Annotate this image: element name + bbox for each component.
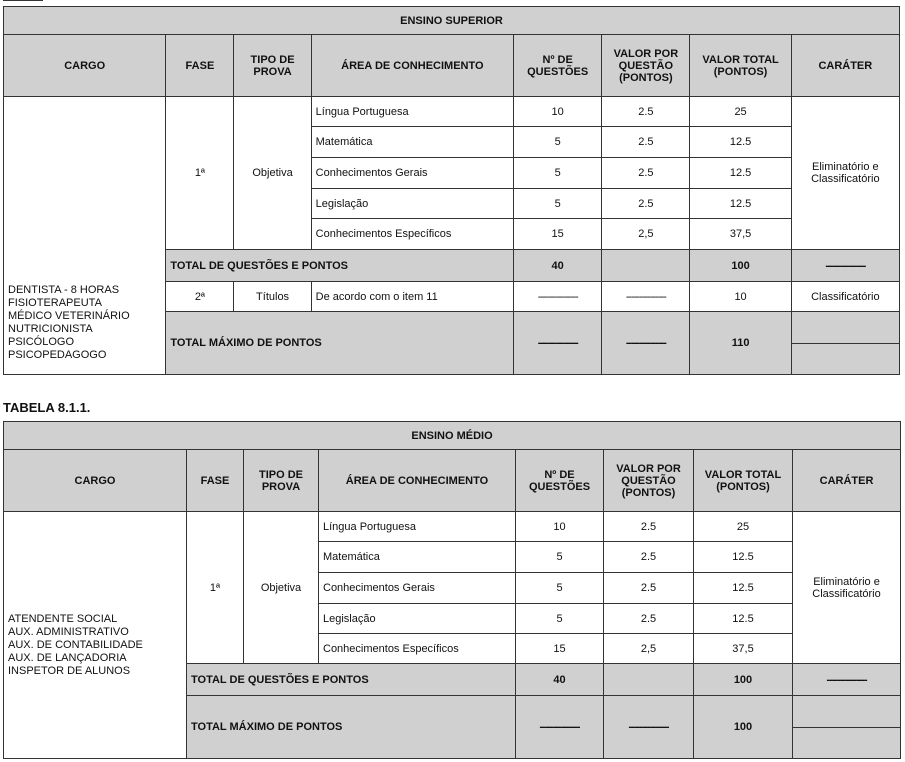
table-band-title: ENSINO MÉDIO <box>4 422 901 450</box>
total-valor-total: 100 <box>690 250 791 282</box>
valor-questao-cell: 2.5 <box>602 158 690 189</box>
questoes-cell: 5 <box>514 127 602 158</box>
total-maximo-valor-total: 100 <box>694 696 793 759</box>
header-cargo: CARGO <box>4 450 187 512</box>
tipo-prova-cell: Objetiva <box>234 97 311 250</box>
valor-total-cell: 37,5 <box>694 634 793 664</box>
cargo-item: AUX. DE LANÇADORIA <box>8 652 127 664</box>
area-cell: Conhecimentos Gerais <box>311 158 513 189</box>
header-valor-questao: VALOR POR QUESTÃO (PONTOS) <box>602 35 690 97</box>
total-maximo-carater <box>791 312 899 375</box>
cargo-item: INSPETOR DE ALUNOS <box>8 665 131 677</box>
header-tipo-prova: TIPO DE PROVA <box>244 450 319 512</box>
area-cell: Língua Portuguesa <box>319 512 516 542</box>
ensino-superior-table <box>3 6 900 375</box>
valor-questao-cell: 2.5 <box>602 97 690 127</box>
cargo-item: AUX. ADMINISTRATIVO <box>8 626 129 638</box>
header-row <box>4 35 900 97</box>
total-maximo-label: TOTAL MÁXIMO DE PONTOS <box>166 312 514 375</box>
cargo-item: PSICOPEDAGOGO <box>8 349 107 361</box>
valor-questao-cell: 2.5 <box>604 512 694 542</box>
table-row <box>4 512 901 542</box>
header-questoes: Nº DE QUESTÕES <box>514 35 602 97</box>
total-maximo-carater <box>793 696 901 759</box>
total-maximo-valor-questao: --------------- <box>602 312 690 375</box>
cargo-item: FISIOTERAPEUTA <box>8 297 102 309</box>
cargo-item: ATENDENTE SOCIAL <box>8 613 118 625</box>
valor-questao-cell: 2,5 <box>602 219 690 250</box>
cargo-item: NUTRICIONISTA <box>8 323 93 335</box>
header-area: ÁREA DE CONHECIMENTO <box>319 450 516 512</box>
total-maximo-valor-questao: --------------- <box>604 696 694 759</box>
total-valor-questao <box>604 664 694 696</box>
total-carater: --------------- <box>791 250 899 282</box>
total-valor-total: 100 <box>694 664 793 696</box>
total-questoes-label: TOTAL DE QUESTÕES E PONTOS <box>166 250 514 282</box>
total-questoes-value: 40 <box>514 250 602 282</box>
questoes-cell: --------------- <box>514 282 602 312</box>
area-cell: Conhecimentos Específicos <box>319 634 516 664</box>
valor-total-cell: 12.5 <box>694 604 793 634</box>
header-valor-total: VALOR TOTAL (PONTOS) <box>690 35 791 97</box>
header-fase: FASE <box>187 450 244 512</box>
carater-cell: Eliminatório e Classificatório <box>791 97 899 250</box>
questoes-cell: 5 <box>516 573 604 604</box>
area-cell: De acordo com o item 11 <box>311 282 513 312</box>
questoes-cell: 10 <box>516 512 604 542</box>
valor-questao-cell: 2.5 <box>602 127 690 158</box>
header-row <box>4 450 901 512</box>
total-maximo-questoes: --------------- <box>514 312 602 375</box>
tipo-prova-cell: Títulos <box>234 282 311 312</box>
cargo-list <box>4 97 166 375</box>
total-valor-questao <box>602 250 690 282</box>
area-cell: Matemática <box>319 542 516 573</box>
valor-questao-cell: 2.5 <box>604 604 694 634</box>
questoes-cell: 15 <box>514 219 602 250</box>
header-cargo: CARGO <box>4 35 166 97</box>
header-tipo-prova: TIPO DE PROVA <box>234 35 311 97</box>
questoes-cell: 5 <box>516 604 604 634</box>
cargo-list <box>4 512 187 759</box>
cargo-item: MÉDICO VETERINÁRIO <box>8 310 130 322</box>
total-questoes-value: 40 <box>516 664 604 696</box>
header-questoes: Nº DE QUESTÕES <box>516 450 604 512</box>
tipo-prova-cell: Objetiva <box>244 512 319 664</box>
cargo-item: DENTISTA - 8 HORAS <box>8 284 120 296</box>
fase-cell: 2ª <box>166 282 234 312</box>
valor-questao-cell: 2,5 <box>604 634 694 664</box>
header-carater: CARÁTER <box>791 35 899 97</box>
header-valor-questao: VALOR POR QUESTÃO (PONTOS) <box>604 450 694 512</box>
total-maximo-valor-total: 110 <box>690 312 791 375</box>
header-fase: FASE <box>166 35 234 97</box>
valor-total-cell: 25 <box>690 97 791 127</box>
total-questoes-label: TOTAL DE QUESTÕES E PONTOS <box>187 664 516 696</box>
valor-total-cell: 12.5 <box>690 189 791 219</box>
area-cell: Conhecimentos Gerais <box>319 573 516 604</box>
fase-cell: 1ª <box>187 512 244 664</box>
total-maximo-label: TOTAL MÁXIMO DE PONTOS <box>187 696 516 759</box>
area-cell: Legislação <box>311 189 513 219</box>
table-band-title: ENSINO SUPERIOR <box>4 7 900 35</box>
previous-table-edge <box>3 0 43 3</box>
questoes-cell: 10 <box>514 97 602 127</box>
questoes-cell: 5 <box>516 542 604 573</box>
header-carater: CARÁTER <box>793 450 901 512</box>
carater-cell: Classificatório <box>791 282 899 312</box>
questoes-cell: 15 <box>516 634 604 664</box>
cargo-item: AUX. DE CONTABILIDADE <box>8 639 143 651</box>
valor-questao-cell: 2.5 <box>604 573 694 604</box>
area-cell: Legislação <box>319 604 516 634</box>
table-row <box>4 97 900 127</box>
total-carater: --------------- <box>793 664 901 696</box>
total-maximo-questoes: --------------- <box>516 696 604 759</box>
header-area: ÁREA DE CONHECIMENTO <box>311 35 513 97</box>
valor-total-cell: 12.5 <box>694 542 793 573</box>
cargo-item: PSICÓLOGO <box>8 336 75 348</box>
valor-questao-cell: --------------- <box>602 282 690 312</box>
valor-total-cell: 12.5 <box>690 127 791 158</box>
header-valor-total: VALOR TOTAL (PONTOS) <box>694 450 793 512</box>
fase-cell: 1ª <box>166 97 234 250</box>
valor-total-cell: 12.5 <box>694 573 793 604</box>
valor-total-cell: 25 <box>694 512 793 542</box>
questoes-cell: 5 <box>514 158 602 189</box>
valor-total-cell: 37,5 <box>690 219 791 250</box>
area-cell: Língua Portuguesa <box>311 97 513 127</box>
valor-questao-cell: 2.5 <box>604 542 694 573</box>
questoes-cell: 5 <box>514 189 602 219</box>
valor-total-cell: 12.5 <box>690 158 791 189</box>
valor-total-cell: 10 <box>690 282 791 312</box>
ensino-medio-table <box>3 421 901 759</box>
valor-questao-cell: 2.5 <box>602 189 690 219</box>
carater-cell: Eliminatório e Classificatório <box>793 512 901 664</box>
area-cell: Conhecimentos Específicos <box>311 219 513 250</box>
area-cell: Matemática <box>311 127 513 158</box>
table-caption: TABELA 8.1.1. <box>3 400 91 415</box>
